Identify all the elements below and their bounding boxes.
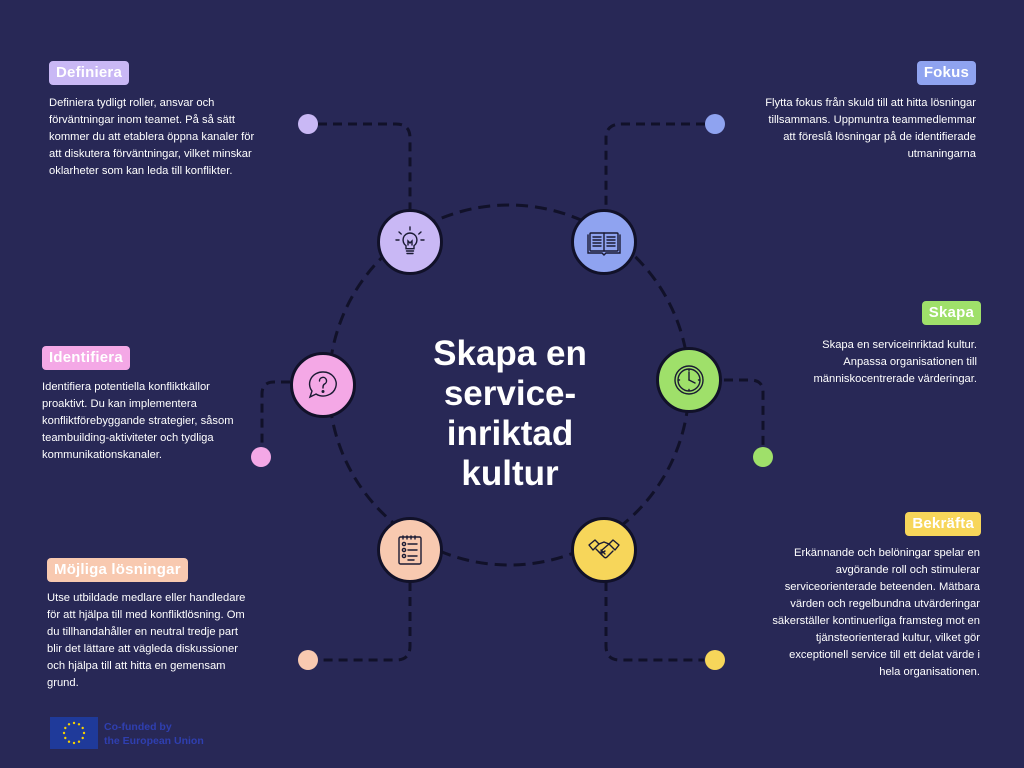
node-fokus bbox=[571, 209, 637, 275]
dot-bekrafta bbox=[705, 650, 725, 670]
handshake-icon bbox=[587, 533, 621, 567]
tag-identifiera: Identifiera bbox=[42, 346, 130, 370]
connector-mojliga bbox=[320, 582, 410, 660]
node-mojliga bbox=[377, 517, 443, 583]
text-fokus: Flytta fokus från skuld till att hitta lösningar tillsammans. Uppmuntra teammedlemmar att föreslå lösningar på de identifierade utmaningarna bbox=[765, 97, 976, 160]
text-skapa: Skapa en serviceinriktad kultur. Anpassa organisationen till människocentrerade värderingar. bbox=[813, 339, 977, 385]
eu-text-line: Co-funded by bbox=[104, 721, 172, 733]
text-bekrafta: Erkännande och belöningar spelar en avgörande roll och stimulerar serviceorienterade beteenden. Mätbara värden och regelbundna utvärderingar säkerställer kontinuerliga framsteg mot en tjänsteorienterad kultur, vilket gör exceptionell service till ett delat värde i hela organisationen. bbox=[772, 547, 980, 678]
text-definiera: Definiera tydligt roller, ansvar och förväntningar inom teamet. På så sätt kommer du att etablera öppna kanaler för att diskutera förväntningar, vilket minskar oklarheter som kan leda till konflikter. bbox=[49, 97, 255, 177]
connector-skapa bbox=[724, 380, 763, 446]
question-bubble-icon bbox=[306, 368, 340, 402]
eu-cofunded-text bbox=[104, 720, 204, 748]
tag-fokus: Fokus bbox=[917, 61, 976, 85]
connector-definiera bbox=[318, 124, 410, 210]
dot-identifiera bbox=[251, 447, 271, 467]
connector-fokus bbox=[606, 124, 705, 210]
node-definiera bbox=[377, 209, 443, 275]
dot-definiera bbox=[298, 114, 318, 134]
eu-flag-logo bbox=[50, 717, 98, 749]
connector-bekrafta bbox=[606, 582, 704, 660]
dot-mojliga bbox=[298, 650, 318, 670]
dot-fokus bbox=[705, 114, 725, 134]
text-mojliga-losningar: Utse utbildade medlare eller handledare för att hjälpa till med konfliktlösning. Om du tillhandahåller en neutral tredje part blir det lättare att vägleda diskussioner och hjälpa till att hitta en gemensam grund. bbox=[47, 592, 246, 689]
checklist-icon bbox=[393, 533, 427, 567]
connector-identifiera bbox=[262, 382, 290, 446]
tag-mojliga-losningar: Möjliga lösningar bbox=[47, 558, 188, 582]
node-identifiera bbox=[290, 352, 356, 418]
text-identifiera: Identifiera potentiella konfliktkällor proaktivt. Du kan implementera konfliktförebyggande strategier, såsom teambuilding-aktiviteter och tydliga kommunikationskanaler. bbox=[42, 381, 234, 461]
eu-text-line: the European Union bbox=[104, 735, 204, 747]
page-title bbox=[390, 334, 630, 494]
open-book-icon bbox=[587, 225, 621, 259]
tag-skapa: Skapa bbox=[922, 301, 981, 325]
node-skapa bbox=[656, 347, 722, 413]
tag-bekrafta: Bekräfta bbox=[905, 512, 981, 536]
title-line: Skapa en bbox=[433, 334, 587, 373]
title-line: kultur bbox=[461, 454, 559, 493]
title-line: service- bbox=[443, 374, 577, 413]
title-line: inriktad bbox=[446, 414, 574, 453]
clock-icon bbox=[672, 363, 706, 397]
dot-skapa bbox=[753, 447, 773, 467]
lightbulb-icon bbox=[393, 225, 427, 259]
node-bekrafta bbox=[571, 517, 637, 583]
tag-definiera: Definiera bbox=[49, 61, 129, 85]
